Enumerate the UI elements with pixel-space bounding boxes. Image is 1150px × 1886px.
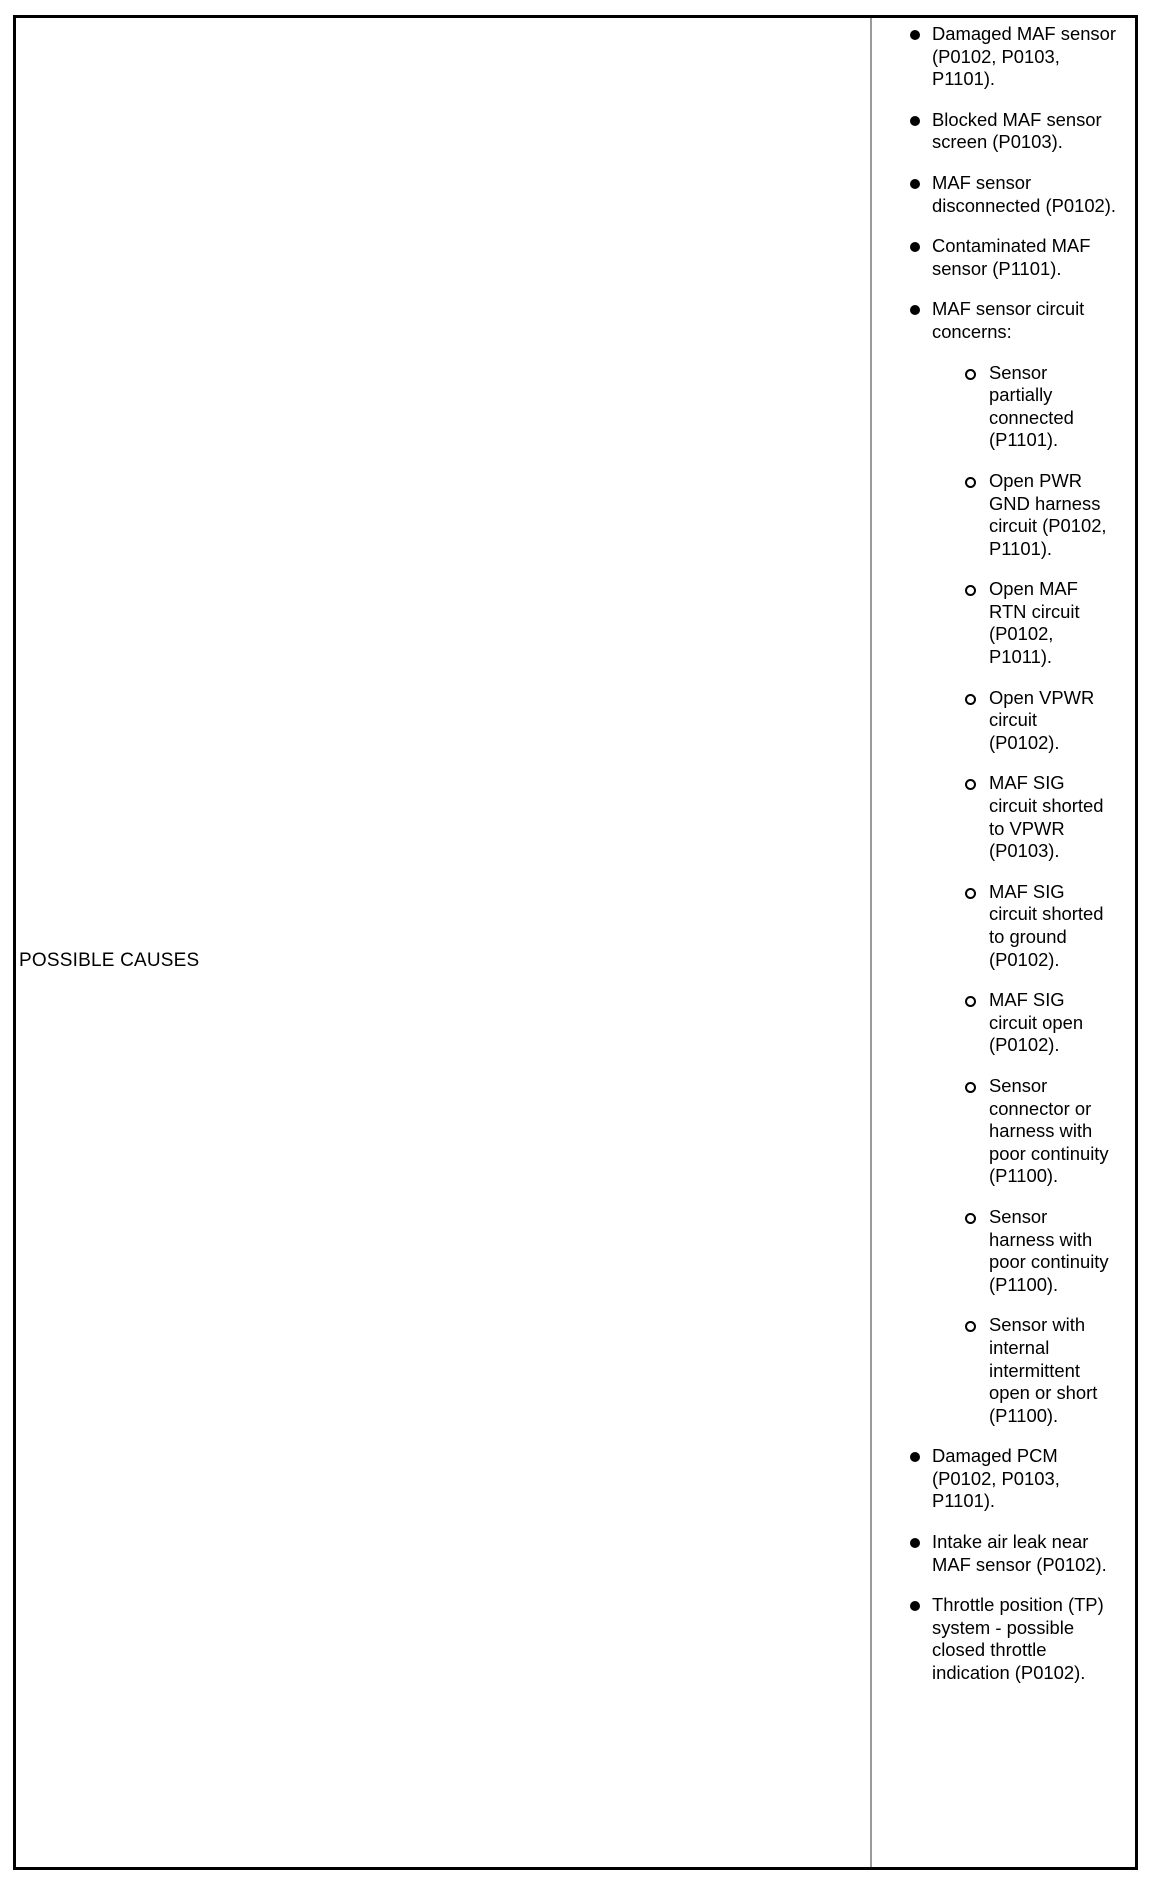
cause-item [932,1531,1129,1576]
sub-cause-item [989,772,1129,862]
sub-cause-item [989,1075,1129,1188]
sub-cause-text: Sensor connector or harness with poor continuity (P1100). [989,1074,1109,1187]
cause-text: Damaged PCM (P0102, P0103, P1101). [932,1445,1060,1512]
cause-item [932,23,1129,91]
sub-cause-text: MAF SIG circuit shorted to ground (P0102). [989,880,1104,970]
cause-text: MAF sensor disconnected (P0102). [932,171,1117,216]
cause-item [932,235,1129,280]
cause-item [932,298,1129,1427]
sub-cause-text: MAF SIG circuit shorted to VPWR (P0103). [989,772,1104,862]
cause-text: MAF sensor circuit concerns: [932,298,1085,342]
causes-list [872,23,1129,1685]
sub-cause-item [989,470,1129,560]
cause-item [932,1445,1129,1513]
circuit-concerns-list [932,362,1129,1428]
cause-text: Damaged MAF sensor (P0102, P0103, P1101). [932,23,1116,90]
sub-cause-text: Open PWR GND harness circuit (P0102, P1101). [989,469,1107,559]
cause-text: Intake air leak near MAF sensor (P0102). [932,1531,1107,1575]
possible-causes-table [13,15,1138,1870]
sub-cause-item [989,881,1129,971]
cause-text: Blocked MAF sensor screen (P0103). [932,108,1102,153]
cause-item [932,1594,1129,1684]
cause-item [932,109,1129,154]
label-cell [16,18,872,1867]
sub-cause-text: Sensor with internal intermittent open or short (P1100). [989,1314,1098,1426]
cause-text: Contaminated MAF sensor (P1101). [932,235,1091,279]
cause-text: Throttle position (TP) system - possible closed throttle indication (P0102). [932,1594,1104,1684]
causes-cell [872,18,1135,1867]
sub-cause-text: Sensor partially connected (P1101). [989,361,1074,451]
cause-item [932,172,1129,217]
sub-cause-text: Sensor harness with poor continuity (P1100). [989,1205,1109,1295]
sub-cause-item [989,989,1129,1057]
sub-cause-item [989,578,1129,668]
sub-cause-text: Open VPWR circuit (P0102). [989,686,1095,753]
sub-cause-item [989,362,1129,452]
sub-cause-text: Open MAF RTN circuit (P0102, P1011). [989,578,1080,668]
sub-cause-text: MAF SIG circuit open (P0102). [989,989,1084,1056]
sub-cause-item [989,1314,1129,1427]
row-label: POSSIBLE CAUSES [19,949,200,971]
sub-cause-item [989,687,1129,755]
sub-cause-item [989,1206,1129,1296]
